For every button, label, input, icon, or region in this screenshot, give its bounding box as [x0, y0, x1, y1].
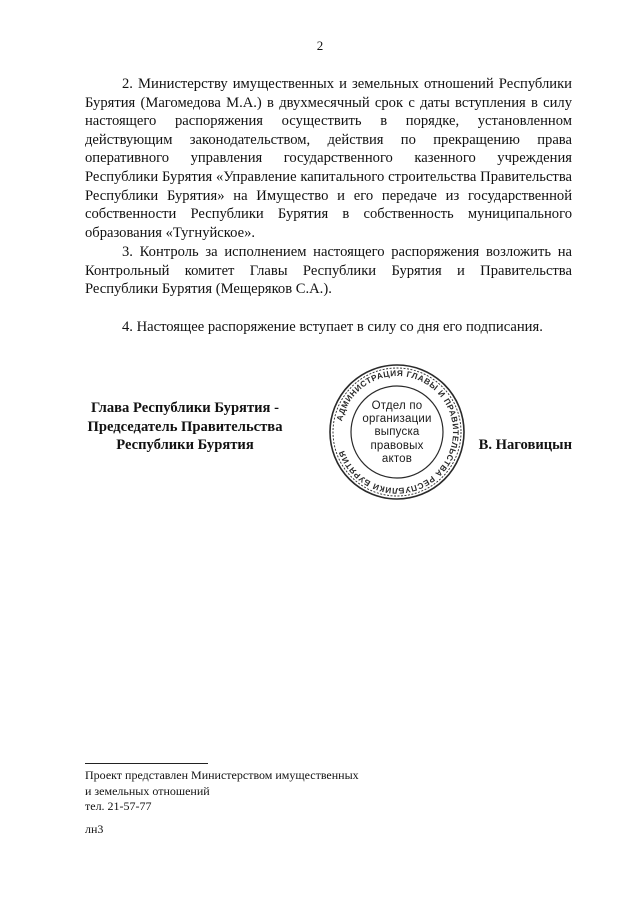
seal-line-4: правовых — [370, 439, 424, 452]
footnote — [85, 768, 425, 815]
signatory-line-3: Республики Бурятия — [116, 437, 254, 454]
paragraph-3: 3. Контроль за исполнением настоящего распоряжения возложить на Контрольный комитет Главы Республики Бурятия и Правительства Республики Бурятия (Мещеряков С.А.). — [85, 244, 572, 298]
footnote-phone: тел. 21-57-77 — [85, 799, 152, 813]
footnote-divider — [85, 763, 208, 764]
seal-center-text — [327, 400, 467, 466]
footnote-line-2: и земельных отношений — [85, 783, 210, 798]
signatory-line-1: Глава Республики Бурятия - — [91, 400, 279, 416]
official-seal-stamp — [327, 362, 467, 502]
paragraph-2: 2. Министерству имущественных и земельных отношений Республики Бурятия (Магомедова М.А.) в двухмесячный срок с даты вступления в силу настоящего распоряжения осуществить в порядке, установленном действующим законодательством, действия по прекращению права оперативного управления государственного казенного учреждения Республики Бурятия «Управление капитального строительства Правительства Республики Бурятия» на Имущество и его передаче из государственной собственности Республики Бурятия в собственность муниципального образования «Тугнуйское». — [85, 76, 572, 241]
seal-line-1: Отдел по — [371, 400, 423, 412]
seal-line-2: организации — [362, 413, 432, 426]
seal-line-5: актов — [381, 452, 413, 465]
document-code: лн3 — [85, 822, 104, 836]
signatory-line-2: Председатель Правительства — [87, 418, 283, 435]
page-number: 2 — [316, 38, 324, 53]
signer-name: В. Наговицын — [478, 437, 572, 453]
signatory-title — [85, 399, 285, 455]
footnote-line-1: Проект представлен Министерством имущественных — [85, 768, 359, 782]
seal-line-3: выпуска — [374, 426, 420, 439]
paragraph-4: 4. Настоящее распоряжение вступает в силу со дня его подписания. — [122, 319, 543, 335]
seal-ring-text: АДМИНИСТРАЦИЯ ГЛАВЫ И ПРАВИТЕЛЬСТВА РЕСПУБЛИКИ БУРЯТИЯ — [335, 368, 461, 496]
